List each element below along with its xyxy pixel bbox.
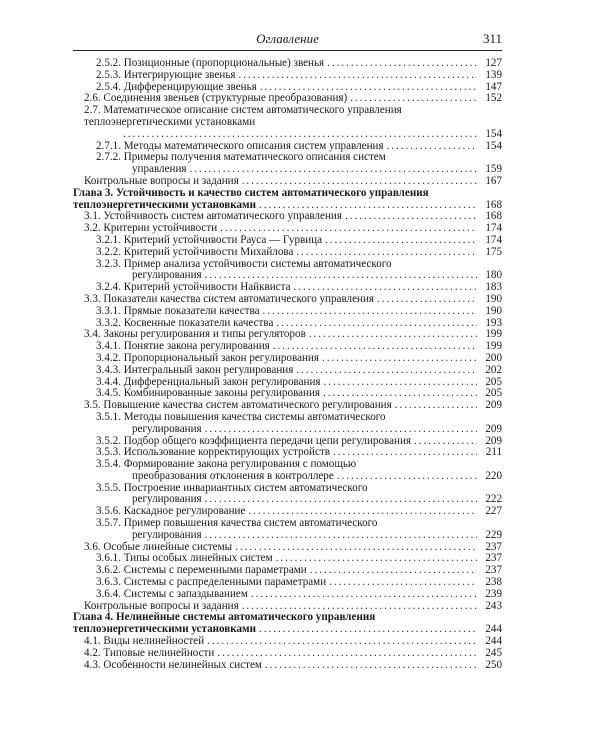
toc-page-number: 152 <box>485 92 502 105</box>
dot-leader <box>242 176 477 188</box>
toc-entry[interactable] <box>73 259 502 283</box>
toc-entry-row <box>96 471 502 483</box>
toc-entry-title: 3.5.2. Подбор общего коэффициента передачи цепи регулирования <box>96 434 411 447</box>
toc-page-number: 243 <box>485 599 502 612</box>
toc-entry-title: 3.1. Устойчивость систем автоматического управления <box>84 210 342 223</box>
toc-page-number: 127 <box>485 57 502 69</box>
toc-entry-row <box>96 353 502 365</box>
toc-page-number: 193 <box>485 316 502 329</box>
toc-page-number: 200 <box>485 351 502 364</box>
dot-leader <box>325 235 477 247</box>
dot-leader <box>310 565 477 577</box>
toc-entry-title: Контрольные вопросы и задания <box>84 599 239 612</box>
toc-page-number: 220 <box>485 469 502 482</box>
toc-page-number: 183 <box>485 281 502 294</box>
toc-page-number: 238 <box>485 576 502 589</box>
toc-entry-title: 2.5.2. Позиционные (пропорциональные) звенья <box>96 57 325 69</box>
toc-entry-title: 3.2.1. Критерий устойчивости Рауса — Гурвица <box>96 233 323 246</box>
toc-entry-row <box>84 129 502 141</box>
dot-leader <box>265 660 477 672</box>
toc-entry-title: теплоэнергетическими установками <box>73 623 256 636</box>
toc-entry[interactable] <box>73 660 502 672</box>
toc-entry[interactable] <box>73 235 502 247</box>
toc-entry-title: 2.5.4. Дифференцирующие звенья <box>96 80 257 93</box>
toc-entry-title: 3.4.4. Дифференциальный закон регулирования <box>96 375 321 388</box>
toc-page-number: 175 <box>485 245 502 258</box>
dot-leader <box>251 589 477 601</box>
toc-entry[interactable] <box>73 483 502 507</box>
toc-entry-title: 3.6. Особые линейные системы <box>84 540 233 553</box>
running-header <box>73 31 502 49</box>
toc-entry-title-line: 3.5.7. Пример повышения качества систем автоматического <box>96 517 378 530</box>
dot-leader <box>345 211 477 223</box>
toc-entry-title-line: теплоэнергетическими установками <box>84 115 256 128</box>
dot-leader <box>217 648 477 660</box>
toc-entry[interactable] <box>73 294 502 306</box>
dot-leader <box>205 494 477 506</box>
toc-entry-title: 2.6. Соединения звеньев (структурные преобразования) <box>84 92 348 105</box>
toc-entry-row <box>84 660 502 672</box>
dot-leader <box>205 424 477 436</box>
toc-entry-row <box>96 424 502 436</box>
dot-leader <box>263 306 477 318</box>
toc-entry-title: 3.4. Законы регулирования и типы регуляторов <box>84 328 306 341</box>
toc-entry[interactable] <box>73 365 502 377</box>
toc-page-number: 147 <box>485 80 502 93</box>
toc-page-number: 209 <box>485 422 502 435</box>
toc-entry-title: 3.2. Критерии устойчивости <box>84 222 218 235</box>
toc-entry-title: 3.3. Показатели качества систем автоматического управления <box>84 292 374 305</box>
toc-page-number: 209 <box>485 434 502 447</box>
toc-entry-title-line: Глава 4. Нелинейные системы автоматического управления <box>73 611 376 624</box>
toc-entry[interactable] <box>73 152 502 176</box>
toc-page-number: 174 <box>485 222 502 235</box>
toc-page-number: 154 <box>485 127 502 140</box>
toc-entry-title-line: 3.5.4. Формирование закона регулирования с помощью <box>96 458 357 471</box>
toc-entry-title-line: 3.2.3. Пример анализа устойчивости системы автоматического <box>96 257 392 270</box>
toc-entry-row <box>96 247 502 259</box>
toc-entry-row <box>96 235 502 247</box>
toc-entry-title: 4.1. Виды нелинейностей <box>84 635 205 648</box>
toc-entry-title: регулирования <box>132 422 202 435</box>
toc-page-number: 227 <box>485 505 502 518</box>
toc-page-number: 229 <box>485 528 502 541</box>
toc-entry-title-line: Глава 3. Устойчивость и качество систем автоматического управления <box>73 186 429 199</box>
toc-entry-row <box>84 176 502 188</box>
toc-page-number: 205 <box>485 375 502 388</box>
dot-leader <box>414 436 477 448</box>
dot-leader <box>123 129 477 141</box>
dot-leader <box>395 400 477 412</box>
toc-entry-row <box>96 306 502 318</box>
toc-entry[interactable] <box>73 70 502 82</box>
dot-leader <box>276 318 477 330</box>
toc-page-number: 237 <box>485 540 502 553</box>
toc-page-number: 180 <box>485 269 502 282</box>
toc-entry[interactable] <box>73 459 502 483</box>
toc-entry-row <box>96 365 502 377</box>
toc-entry[interactable] <box>73 105 502 140</box>
toc-entry-title: 3.4.3. Интегральный закон регулирования <box>96 363 294 376</box>
toc-entry-title: регулирования <box>132 269 202 282</box>
toc-page-number: 174 <box>485 233 502 246</box>
toc-entry-title: преобразования отклонения в контроллере <box>132 469 334 482</box>
dot-leader <box>337 471 477 483</box>
toc-entry-title: 4.2. Типовые нелинейности <box>84 646 215 659</box>
dot-leader <box>387 141 477 153</box>
toc-page-number: 199 <box>485 340 502 353</box>
toc-page-number: 154 <box>485 139 502 152</box>
toc-page-number: 167 <box>485 174 502 187</box>
header-rule <box>73 50 502 51</box>
toc-entry-title: управления <box>132 163 187 176</box>
toc-entry-title: 3.6.4. Системы с запаздыванием <box>96 587 248 600</box>
toc-page-number: 168 <box>485 210 502 223</box>
toc-entry-title: 3.2.4. Критерий устойчивости Найквиста <box>96 281 291 294</box>
toc-entry[interactable] <box>73 412 502 436</box>
toc-entry-title: 3.2.2. Критерий устойчивости Михайлова <box>96 245 294 258</box>
dot-leader <box>238 70 477 82</box>
dot-leader <box>324 377 477 389</box>
toc-page-number: 190 <box>485 292 502 305</box>
toc-page-number: 222 <box>485 493 502 506</box>
toc-page-number: 190 <box>485 304 502 317</box>
toc-page-number: 245 <box>485 646 502 659</box>
dot-leader <box>377 294 477 306</box>
toc-page-number: 205 <box>485 387 502 400</box>
dot-leader <box>296 247 477 259</box>
running-title: Оглавление <box>256 31 319 46</box>
dot-leader <box>322 353 477 365</box>
toc-page-number: 244 <box>485 623 502 636</box>
toc-page-number: 209 <box>485 399 502 412</box>
toc-entry[interactable] <box>73 589 502 601</box>
dot-leader <box>327 58 477 70</box>
toc-entry-title: 3.6.3. Системы с распределенными параметрами <box>96 576 327 589</box>
toc-page-number: 168 <box>485 198 502 211</box>
toc-entry-title: 3.5. Повышение качества систем автоматического регулирования <box>84 399 392 412</box>
toc-entry[interactable] <box>73 518 502 542</box>
toc-page-number: 250 <box>485 658 502 671</box>
toc-entry-title: 3.3.1. Прямые показатели качества <box>96 304 260 317</box>
dot-leader <box>329 577 477 589</box>
toc-entry-row <box>84 648 502 660</box>
toc-entry-title-line: 2.7.2. Примеры получения математического описания систем <box>96 151 386 164</box>
toc-entry-title: 2.7.1. Методы математического описания систем управления <box>96 139 384 152</box>
toc-entry[interactable] <box>73 353 502 365</box>
toc-entry-title-line: 3.5.5. Построение инвариантных систем автоматического <box>96 481 368 494</box>
toc-entry-title-line: 2.7. Математическое описание систем автоматического управления <box>84 104 402 117</box>
dot-leader <box>259 624 477 636</box>
dot-leader <box>207 636 477 648</box>
toc-entry-title: 2.5.3. Интегрирующие звенья <box>96 68 236 81</box>
toc-entry-title: 3.6.1. Типы особых линейных систем <box>96 552 273 565</box>
toc-entry-title: 3.6.2. Системы с переменными параметрами <box>96 564 307 577</box>
toc-entry[interactable] <box>73 188 502 212</box>
toc-entry-title-line: 3.5.1. Методы повышения качества системы автоматического <box>96 410 386 423</box>
toc-entry[interactable] <box>73 176 502 188</box>
toc-page-number: 159 <box>485 163 502 176</box>
toc-entry[interactable] <box>73 247 502 259</box>
toc-entry-title: 3.4.2. Пропорциональный закон регулирования <box>96 351 319 364</box>
toc-page-number: 237 <box>485 552 502 565</box>
toc-entry-title: регулирования <box>132 528 202 541</box>
toc-entry-row <box>96 70 502 82</box>
toc-entry-title: 3.4.1. Понятие закона регулирования <box>96 340 270 353</box>
toc-page-number: 211 <box>485 446 502 459</box>
toc-entry-title: теплоэнергетическими установками <box>73 198 256 211</box>
toc-entry-title: 3.5.6. Каскадное регулирование <box>96 505 246 518</box>
toc-page-number: 139 <box>485 68 502 81</box>
dot-leader <box>205 530 477 542</box>
toc-page-number: 237 <box>485 564 502 577</box>
toc-page-number: 202 <box>485 363 502 376</box>
dot-leader <box>309 329 477 341</box>
toc-page-number: 199 <box>485 328 502 341</box>
toc-entry-title: 4.3. Особенности нелинейных систем <box>84 658 262 671</box>
toc-page-number: 244 <box>485 635 502 648</box>
toc-entry-title: 3.3.2. Косвенные показатели качества <box>96 316 274 329</box>
toc-entry-title: 3.5.3. Использование корректирующих устройств <box>96 446 331 459</box>
dot-leader <box>296 365 477 377</box>
toc-entry-row <box>84 294 502 306</box>
toc-entry-title: 3.4.5. Комбинированные законы регулирования <box>96 387 321 400</box>
table-of-contents <box>73 58 502 671</box>
page-number: 311 <box>482 31 502 46</box>
toc-entry-title: Контрольные вопросы и задания <box>84 174 239 187</box>
toc-entry[interactable] <box>73 648 502 660</box>
toc-page-number: 239 <box>485 587 502 600</box>
toc-entry-row <box>96 589 502 601</box>
toc-entry-row <box>96 530 502 542</box>
toc-entry[interactable] <box>73 306 502 318</box>
toc-entry-title: регулирования <box>132 493 202 506</box>
toc-entry[interactable] <box>73 612 502 636</box>
